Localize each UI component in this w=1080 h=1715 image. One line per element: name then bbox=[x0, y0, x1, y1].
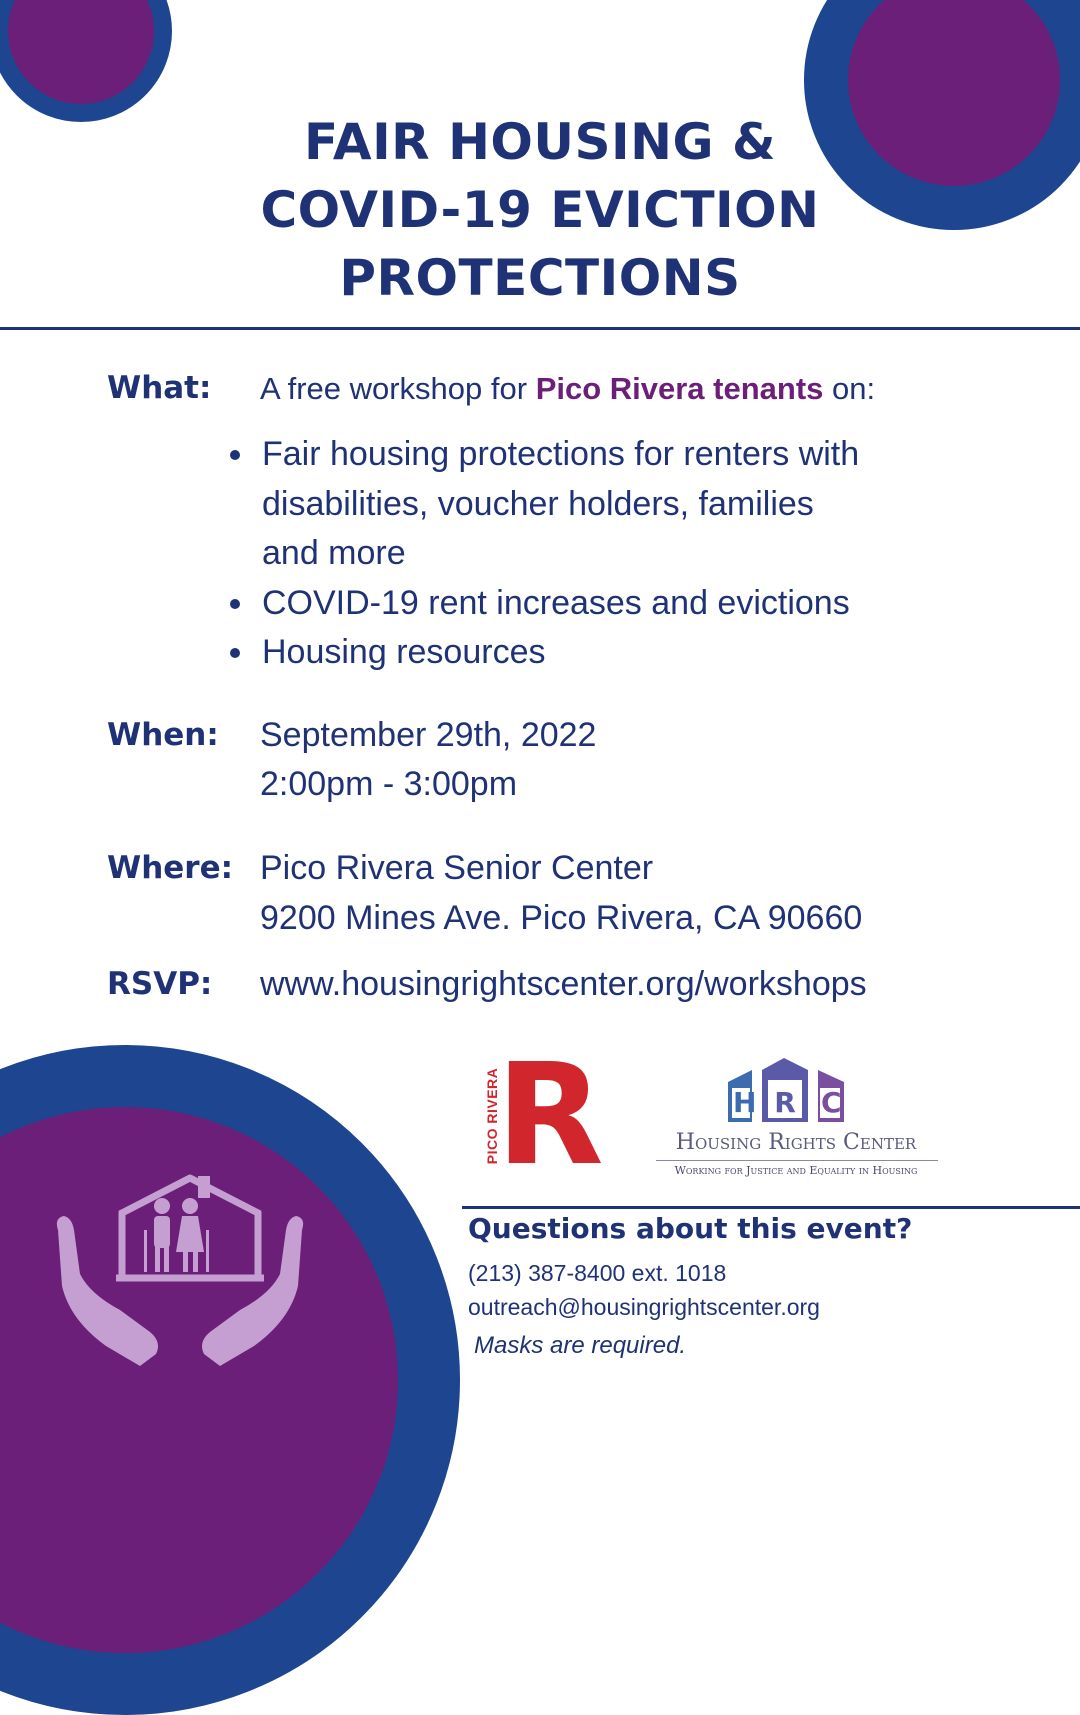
what-intro bbox=[260, 364, 875, 413]
list-item bbox=[227, 430, 947, 579]
bullet-icon bbox=[230, 648, 240, 658]
hrc-letter-h: H bbox=[733, 1086, 757, 1119]
what-intro-suffix: on: bbox=[823, 371, 876, 406]
decor-circle-bottom-left bbox=[0, 1045, 460, 1715]
topics-list bbox=[227, 430, 947, 678]
topic-2-line-1: COVID-19 rent increases and evictions bbox=[262, 583, 850, 622]
hrc-name: Housing Rights Center bbox=[675, 1130, 917, 1155]
what-intro-highlight: Pico Rivera tenants bbox=[535, 371, 824, 406]
masks-note: Masks are required. bbox=[474, 1332, 687, 1359]
hrc-letter-r: R bbox=[774, 1086, 796, 1119]
where-venue: Pico Rivera Senior Center bbox=[260, 849, 654, 887]
hrc-tagline: Working for Justice and Equality in Housing bbox=[674, 1164, 918, 1177]
when-time: 2:00pm - 3:00pm bbox=[260, 765, 518, 803]
page-title bbox=[0, 108, 1080, 312]
hrc-letter-c: C bbox=[821, 1086, 842, 1119]
contact-phone[interactable]: (213) 387-8400 ext. 1018 bbox=[468, 1260, 727, 1286]
topic-1-line-3: and more bbox=[262, 534, 406, 572]
title-line-3: PROTECTIONS bbox=[339, 249, 741, 307]
when-date: September 29th, 2022 bbox=[260, 716, 597, 754]
pico-rivera-r-letter: R bbox=[496, 1034, 604, 1197]
when-label: When: bbox=[107, 717, 219, 753]
where-label: Where: bbox=[107, 850, 233, 886]
rsvp-link[interactable]: www.housingrightscenter.org/workshops bbox=[260, 965, 867, 1003]
what-intro-prefix: A free workshop for bbox=[260, 371, 536, 406]
decor-circle-top-left bbox=[0, 0, 172, 122]
topic-1-line-2: disabilities, voucher holders, families bbox=[262, 484, 814, 523]
pico-rivera-logo bbox=[478, 1034, 608, 1197]
list-item bbox=[227, 579, 947, 629]
what-label: What: bbox=[107, 370, 212, 406]
rsvp-label: RSVP: bbox=[107, 966, 213, 1002]
topic-3-line-1: Housing resources bbox=[262, 633, 546, 671]
hrc-logo bbox=[650, 1058, 940, 1182]
contact-heading: Questions about this event? bbox=[468, 1212, 913, 1245]
title-divider bbox=[0, 327, 1080, 330]
contact-email[interactable]: outreach@housingrightscenter.org bbox=[468, 1294, 820, 1320]
hrc-divider bbox=[656, 1160, 938, 1161]
list-item bbox=[227, 628, 947, 678]
title-line-2: COVID-19 EVICTION bbox=[260, 181, 820, 239]
pico-rivera-vertical-text: PICO RIVERA bbox=[484, 1067, 500, 1165]
contact-divider bbox=[462, 1206, 1080, 1209]
bullet-icon bbox=[230, 599, 240, 609]
hands-house-icon bbox=[50, 1170, 310, 1370]
title-line-1: FAIR HOUSING & bbox=[303, 113, 777, 171]
topic-1-line-1: Fair housing protections for renters with bbox=[262, 435, 860, 473]
where-address: 9200 Mines Ave. Pico Rivera, CA 90660 bbox=[260, 899, 863, 937]
bullet-icon bbox=[230, 450, 240, 460]
